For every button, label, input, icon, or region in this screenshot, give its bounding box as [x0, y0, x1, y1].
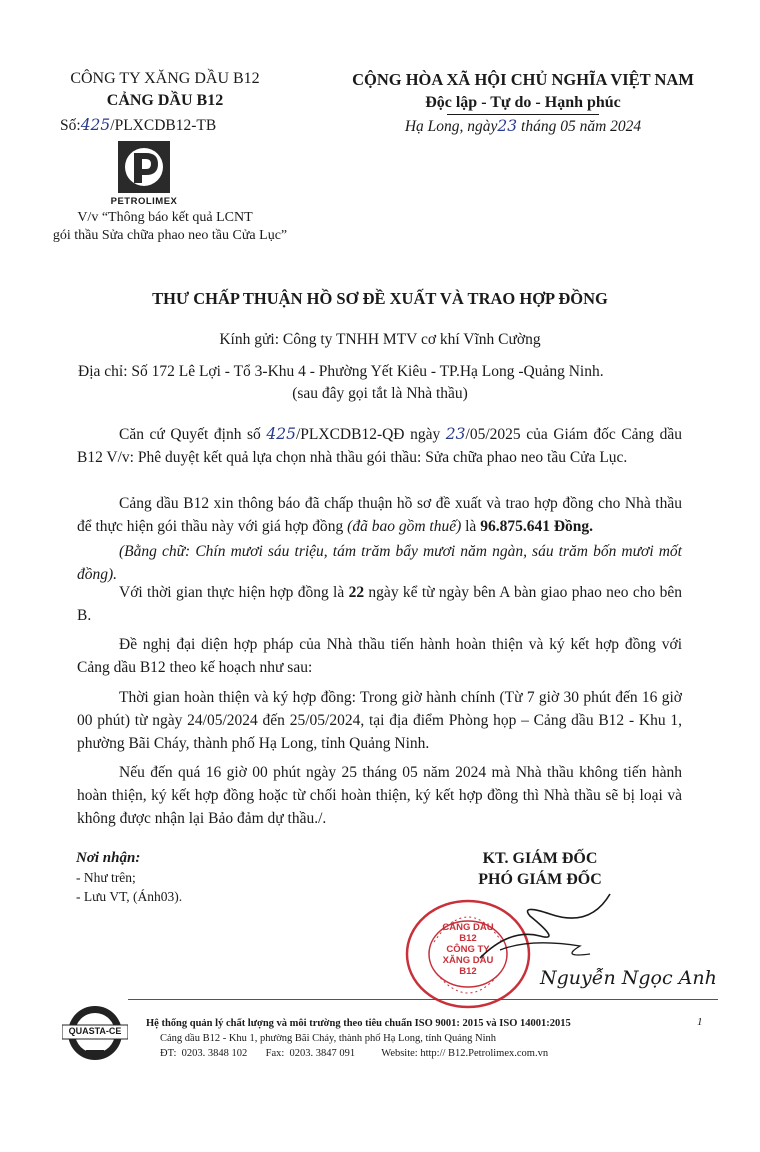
page-number: 1: [697, 1016, 703, 1028]
handwritten-doc-no: 425: [80, 116, 111, 134]
petrolimex-logo-icon: [118, 141, 170, 193]
date-prefix: Hạ Long, ngày: [404, 118, 498, 135]
paragraph-amount-words: (Bằng chữ: Chín mươi sáu triệu, tám trăm bẩy mươi năm ngàn, sáu trăm bốn mươi mốt đồng).: [77, 543, 682, 583]
footer-contact: ĐT: 0203. 3848 102 Fax: 0203. 3847 091 Website: http:// B12.Petrolimex.com.vn: [160, 1048, 549, 1059]
subject-line-1: V/v “Thông báo kết quả LCNT: [77, 210, 253, 225]
handwritten-decision-no: 425: [266, 425, 296, 443]
paragraph-schedule: Thời gian hoàn thiện và ký hợp đồng: Trong giờ hành chính (Từ 7 giờ 30 phút đến 16 giờ 00 phút) từ ngày 24/05/2024 đến 25/05/2024, tại địa điểm Phòng họp – Cảng dầu B12 - Khu 1, phường Bãi Cháy, thành phố Hạ Long, tỉnh Quảng Ninh.: [77, 689, 682, 752]
address-line-2: (sau đây gọi tắt là Nhà thầu): [292, 385, 468, 402]
quasta-logo-text: QUASTA-CE: [68, 1026, 122, 1036]
p2-tax-note: (đã bao gồm thuế): [347, 518, 462, 535]
unit-name: CẢNG DẦU B12: [106, 92, 224, 109]
handwritten-signature: [470, 888, 620, 978]
document-number: [60, 116, 216, 135]
paragraph-deadline: Nếu đến quá 16 giờ 00 phút ngày 25 tháng 05 năm 2024 mà Nhà thầu không tiến hành hoàn thiện, ký kết hợp đồng hoặc từ chối hoàn thiện, ký kết hợp đồng thì Nhà thầu sẽ bị loại và không được nhận lại Bảo đảm dự thầu./.: [77, 764, 682, 827]
handwritten-decision-day: 23: [445, 425, 466, 443]
footer-iso-line: Hệ thống quản lý chất lượng và môi trường theo tiêu chuẩn ISO 9001: 2015 và ISO 14001:2015: [146, 1018, 571, 1029]
country-name: CỘNG HÒA XÃ HỘI CHỦ NGHĨA VIỆT NAM: [352, 70, 694, 89]
document-title: THƯ CHẤP THUẬN HỒ SƠ ĐỀ XUẤT VÀ TRAO HỢP ĐỒNG: [152, 289, 608, 308]
signer-name: Nguyễn Ngọc Anh: [540, 967, 717, 989]
footer-divider: [128, 999, 718, 1000]
handwritten-day: 23: [497, 117, 518, 135]
p2-text-a: Cảng dầu B12 xin thông báo đã chấp thuận hồ sơ đề xuất và trao hợp đồng cho Nhà thầu để thực hiện gói thầu này với giá hợp đồng: [77, 495, 682, 535]
p4-text-b: ngày kể từ ngày bên A bàn giao phao neo cho bên B.: [77, 584, 682, 624]
company-name: CÔNG TY XĂNG DẦU B12: [70, 70, 260, 87]
doc-no-prefix: Số:: [60, 117, 81, 134]
motto: Độc lập - Tự do - Hạnh phúc: [425, 94, 621, 111]
seal-line: XĂNG DẦU: [442, 955, 494, 966]
petrolimex-logo-text: PETROLIMEX: [110, 196, 178, 207]
motto-underline: [447, 114, 599, 115]
seal-line: B12: [459, 966, 477, 977]
seal-line: B12: [459, 933, 477, 944]
paragraph-duration: [77, 581, 682, 627]
seal-line: CẢNG DẦU: [442, 922, 494, 933]
receiver-item: - Như trên;: [76, 870, 136, 885]
p2-text-b: là: [461, 518, 481, 535]
subject-line-2: gói thầu Sửa chữa phao neo tầu Cửa Lục”: [52, 228, 288, 243]
date-suffix: tháng 05 năm 2024: [517, 118, 642, 135]
seal-line: CÔNG TY: [446, 944, 490, 955]
contract-amount: 96.875.641 Đồng.: [480, 518, 594, 535]
petrolimex-logo: [118, 141, 170, 193]
paragraph-decision: [77, 423, 682, 469]
signature-title-1: KT. GIÁM ĐỐC: [482, 850, 598, 867]
recipient: Kính gửi: Công ty TNHH MTV cơ khí Vĩnh Cường: [219, 331, 541, 348]
p1-text-b: /PLXCDB12-QĐ ngày: [295, 426, 446, 443]
doc-no-suffix: /PLXCDB12-TB: [110, 117, 217, 134]
p1-text-a: Căn cứ Quyết định số: [119, 426, 267, 443]
quasta-logo: [62, 1003, 128, 1063]
footer-address: Cảng dầu B12 - Khu 1, phường Bãi Cháy, thành phố Hạ Long, tỉnh Quảng Ninh: [160, 1033, 497, 1044]
place-date: [318, 117, 728, 136]
p4-text-a: Với thời gian thực hiện hợp đồng là: [119, 584, 349, 601]
p1-text-c: /05/2025 của Giám đốc Cảng dầu B12 V/v: Phê duyệt kết quả lựa chọn nhà thầu gói thầu: Sửa chữa phao neo tầu Cửa Lục.: [77, 426, 682, 466]
receivers-heading: Nơi nhận:: [76, 850, 141, 866]
signature-stroke-icon: [470, 888, 620, 978]
signature-title-2: PHÓ GIÁM ĐỐC: [478, 871, 602, 888]
paragraph-request: Đề nghị đại diện hợp pháp của Nhà thầu tiến hành hoàn thiện và ký kết hợp đồng với Cảng dầu B12 theo kế hoạch như sau:: [77, 636, 682, 676]
address-line-1: Địa chỉ: Số 172 Lê Lợi - Tổ 3-Khu 4 - Phường Yết Kiêu - TP.Hạ Long -Quảng Ninh.: [78, 363, 604, 380]
paragraph-acceptance: [77, 492, 682, 538]
receiver-item: - Lưu VT, (Ánh03).: [76, 889, 183, 904]
contract-days: 22: [348, 584, 365, 601]
